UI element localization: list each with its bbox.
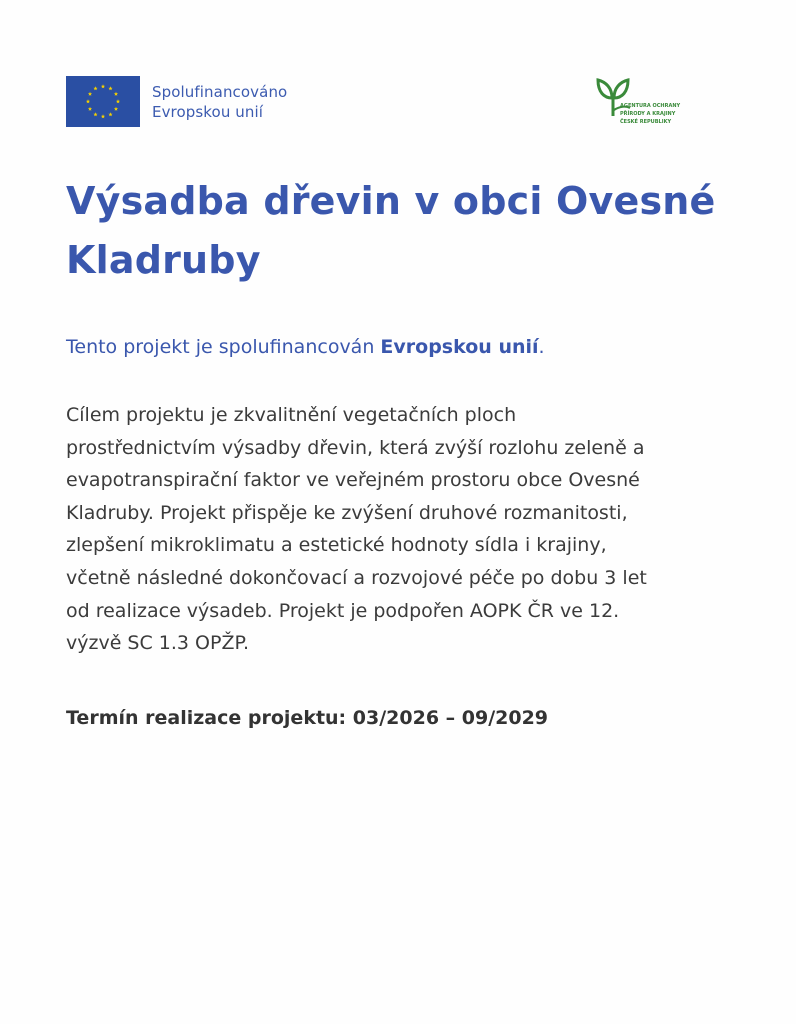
intro-sentence [66, 333, 545, 361]
body-line: výzvě SC 1.3 OPŽP. [66, 632, 250, 655]
body-line: prostřednictvím výsadby dřevin, která zvýší rozlohu zeleně a [66, 436, 645, 459]
body-line: Cílem projektu je zkvalitnění vegetačních ploch [66, 404, 517, 426]
aopk-logo-line3: ČESKÉ REPUBLIKY [620, 119, 672, 125]
eu-logo-line2: Evropskou unií [152, 102, 264, 121]
aopk-logo-text [620, 102, 680, 126]
body-line: evapotranspirační faktor ve veřejném prostoru obce Ovesné [66, 469, 640, 492]
eu-logo-line1: Spolufinancováno [152, 82, 288, 101]
project-term: Termín realizace projektu: 03/2026 – 09/2029 [66, 707, 549, 729]
eu-cofinancing-logo [66, 76, 287, 127]
intro-prefix: Tento projekt je spolufinancován [66, 336, 381, 358]
aopk-logo-line2: PŘÍRODY A KRAJINY [620, 111, 676, 117]
body-line: zlepšení mikroklimatu a estetické hodnoty sídla i krajiny, [66, 534, 607, 557]
eu-logo-text [152, 82, 287, 122]
intro-bold: Evropskou unií [380, 336, 539, 358]
aopk-logo-line1: AGENTURA OCHRANY [620, 103, 681, 109]
eu-flag-icon [66, 76, 140, 127]
aopk-logo [594, 76, 694, 136]
body-line: Kladruby. Projekt přispěje ke zvýšení druhové rozmanitosti, [66, 501, 628, 524]
project-description [66, 399, 706, 660]
body-line: včetně následné dokončovací a rozvojové péče po dobu 3 let [66, 566, 647, 589]
document-title: Výsadba dřevin v obci Ovesné Kladruby [66, 179, 716, 282]
body-line: od realizace výsadeb. Projekt je podpořen AOPK ČR ve 12. [66, 599, 620, 622]
intro-suffix: . [538, 336, 545, 358]
